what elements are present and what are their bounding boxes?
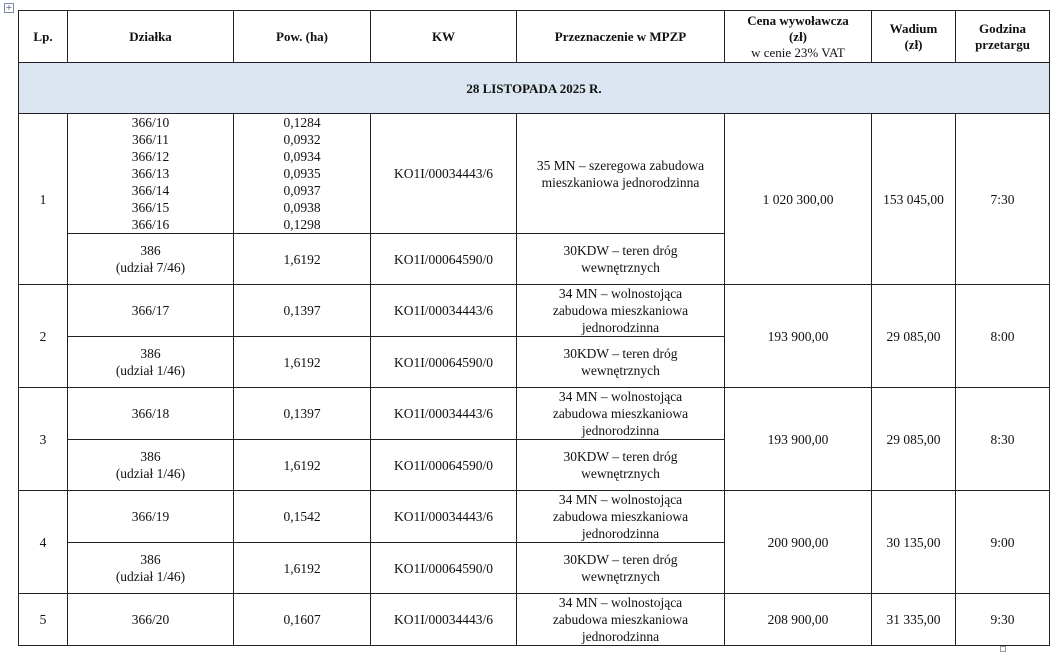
- row-kw: KO1I/00034443/6: [371, 491, 517, 543]
- row-pow-line: 1,6192: [283, 354, 321, 370]
- row-kw: KO1I/00034443/6: [371, 594, 517, 646]
- row-mpzp: [517, 440, 725, 491]
- header-wadium: [872, 11, 956, 63]
- header-cena-line2: (zł): [788, 28, 808, 44]
- header-cena-line1: Cena wywoławcza: [747, 12, 849, 28]
- row-cena: 208 900,00: [725, 594, 872, 646]
- row-pow-line: 1,6192: [283, 251, 321, 267]
- row-cena: 193 900,00: [725, 388, 872, 491]
- row-mpzp-line: 30KDW – teren dróg: [563, 243, 678, 258]
- end-of-cell-mark: [1000, 646, 1006, 652]
- row-mpzp-line: jednorodzinna: [581, 629, 660, 644]
- row-kw: KO1I/00064590/0: [371, 234, 517, 285]
- row-mpzp-line: jednorodzinna: [581, 320, 660, 335]
- row-mpzp-line: zabudowa mieszkaniowa: [552, 612, 689, 627]
- row-mpzp: [517, 285, 725, 337]
- row-dzialka: [68, 491, 234, 543]
- row-mpzp-line: wewnętrznych: [581, 260, 660, 275]
- row-dzialka-line: 386: [140, 346, 161, 361]
- header-godzina-line1: Godzina: [979, 20, 1026, 36]
- row-pow-line: 1,6192: [283, 457, 321, 473]
- row-kw: KO1I/00064590/0: [371, 440, 517, 491]
- row-cena: 200 900,00: [725, 491, 872, 594]
- row-pow-line: 1,6192: [283, 560, 321, 576]
- row-mpzp-line: wewnętrznych: [581, 363, 660, 378]
- header-cena: [725, 11, 872, 63]
- row-mpzp-line: 30KDW – teren dróg: [563, 449, 678, 464]
- row-dzialka: [68, 594, 234, 646]
- row-pow-line: 0,0935: [283, 166, 321, 181]
- row-mpzp-line: zabudowa mieszkaniowa: [552, 406, 689, 421]
- header-cena-line3: w cenie 23% VAT: [751, 44, 845, 60]
- row-pow: [234, 388, 371, 440]
- row-mpzp-line: mieszkaniowa jednorodzinna: [541, 174, 700, 190]
- header-pow: Pow. (ha): [234, 11, 371, 63]
- header-kw: KW: [371, 11, 517, 63]
- row-pow-line: 0,0938: [283, 200, 321, 215]
- row-lp: 4: [19, 491, 68, 594]
- table-row: [19, 285, 1050, 337]
- row-dzialka-line: 386: [140, 243, 161, 258]
- row-pow-line: 0,1397: [283, 406, 321, 421]
- header-row: [19, 11, 1050, 63]
- row-kw: KO1I/00064590/0: [371, 543, 517, 594]
- row-mpzp: [517, 114, 725, 234]
- row-mpzp-line: 35 MN – szeregowa zabudowa: [536, 157, 705, 173]
- row-dzialka: [68, 388, 234, 440]
- row-wadium: 29 085,00: [872, 285, 956, 388]
- row-dzialka-line: 366/19: [131, 509, 170, 524]
- row-kw: KO1I/00034443/6: [371, 114, 517, 234]
- row-godzina: 7:30: [956, 114, 1050, 285]
- row-mpzp: [517, 337, 725, 388]
- row-godzina: 9:30: [956, 594, 1050, 646]
- row-wadium: 30 135,00: [872, 491, 956, 594]
- row-mpzp-line: 30KDW – teren dróg: [563, 346, 678, 361]
- header-wadium-line1: Wadium: [889, 20, 938, 36]
- row-lp: 1: [19, 114, 68, 285]
- table-move-handle-icon[interactable]: +: [5, 3, 13, 12]
- row-mpzp-line: wewnętrznych: [581, 466, 660, 481]
- row-dzialka: [68, 285, 234, 337]
- row-dzialka-line: 366/17: [131, 303, 170, 318]
- row-dzialka-line: (udział 1/46): [115, 466, 186, 481]
- row-dzialka-line: 366/12: [131, 149, 170, 164]
- row-mpzp: [517, 491, 725, 543]
- row-dzialka-line: 366/15: [131, 200, 170, 215]
- row-wadium: 29 085,00: [872, 388, 956, 491]
- row-mpzp-line: zabudowa mieszkaniowa: [552, 303, 689, 318]
- date-banner-row: [19, 63, 1050, 114]
- row-dzialka: [68, 234, 234, 285]
- row-mpzp: [517, 543, 725, 594]
- row-dzialka-line: 366/16: [131, 217, 170, 232]
- row-dzialka-line: 366/10: [131, 115, 170, 130]
- row-mpzp-line: 30KDW – teren dróg: [563, 552, 678, 567]
- row-pow: [234, 114, 371, 234]
- row-kw: KO1I/00034443/6: [371, 285, 517, 337]
- row-dzialka-line: (udział 7/46): [115, 260, 186, 275]
- header-godzina-line2: przetargu: [975, 36, 1030, 52]
- row-mpzp-line: jednorodzinna: [581, 526, 660, 541]
- row-dzialka: [68, 337, 234, 388]
- row-mpzp-line: 34 MN – wolnostojąca: [558, 492, 683, 507]
- row-pow: [234, 594, 371, 646]
- row-mpzp-line: 34 MN – wolnostojąca: [558, 595, 683, 610]
- row-dzialka-line: (udział 1/46): [115, 363, 186, 378]
- row-lp: 5: [19, 594, 68, 646]
- row-mpzp: [517, 234, 725, 285]
- row-dzialka-line: 366/14: [131, 183, 170, 198]
- row-pow-line: 0,1607: [283, 612, 321, 627]
- row-pow-line: 0,0934: [283, 149, 321, 164]
- row-pow: [234, 491, 371, 543]
- row-dzialka-line: 366/13: [131, 166, 170, 181]
- row-wadium: 153 045,00: [872, 114, 956, 285]
- row-mpzp: [517, 594, 725, 646]
- row-kw: KO1I/00064590/0: [371, 337, 517, 388]
- row-kw: KO1I/00034443/6: [371, 388, 517, 440]
- table-row: [19, 594, 1050, 646]
- row-pow-line: 0,1298: [283, 217, 321, 232]
- row-godzina: 8:00: [956, 285, 1050, 388]
- row-mpzp: [517, 388, 725, 440]
- row-godzina: 8:30: [956, 388, 1050, 491]
- row-cena: 1 020 300,00: [725, 114, 872, 285]
- header-dzialka: Działka: [68, 11, 234, 63]
- row-dzialka: [68, 440, 234, 491]
- row-pow: [234, 234, 371, 285]
- row-mpzp-line: zabudowa mieszkaniowa: [552, 509, 689, 524]
- auction-table: [18, 10, 1050, 646]
- table-row: [19, 114, 1050, 234]
- row-pow: [234, 285, 371, 337]
- row-pow: [234, 440, 371, 491]
- row-mpzp-line: wewnętrznych: [581, 569, 660, 584]
- row-pow-line: 0,1397: [283, 303, 321, 318]
- header-lp: Lp.: [19, 11, 68, 63]
- row-pow: [234, 337, 371, 388]
- row-mpzp-line: jednorodzinna: [581, 423, 660, 438]
- row-dzialka-line: 366/20: [131, 612, 170, 627]
- row-pow-line: 0,0932: [283, 132, 321, 147]
- header-wadium-line2: (zł): [904, 36, 923, 52]
- row-dzialka-line: 386: [140, 449, 161, 464]
- table-row: [19, 388, 1050, 440]
- header-godzina: [956, 11, 1050, 63]
- table-row: [19, 491, 1050, 543]
- row-pow-line: 0,0937: [283, 183, 321, 198]
- row-godzina: 9:00: [956, 491, 1050, 594]
- row-lp: 3: [19, 388, 68, 491]
- row-pow: [234, 543, 371, 594]
- row-lp: 2: [19, 285, 68, 388]
- row-pow-line: 0,1542: [283, 509, 321, 524]
- row-dzialka: [68, 543, 234, 594]
- row-mpzp-line: 34 MN – wolnostojąca: [558, 286, 683, 301]
- row-wadium: 31 335,00: [872, 594, 956, 646]
- row-dzialka-line: 386: [140, 552, 161, 567]
- row-dzialka-line: 366/11: [132, 132, 169, 147]
- row-pow-line: 0,1284: [283, 115, 321, 130]
- row-dzialka-line: (udział 1/46): [115, 569, 186, 584]
- row-cena: 193 900,00: [725, 285, 872, 388]
- row-mpzp-line: 34 MN – wolnostojąca: [558, 389, 683, 404]
- row-dzialka: [68, 114, 234, 234]
- row-dzialka-line: 366/18: [131, 406, 170, 421]
- date-banner: 28 LISTOPADA 2025 R.: [19, 63, 1050, 114]
- header-mpzp: Przeznaczenie w MPZP: [517, 11, 725, 63]
